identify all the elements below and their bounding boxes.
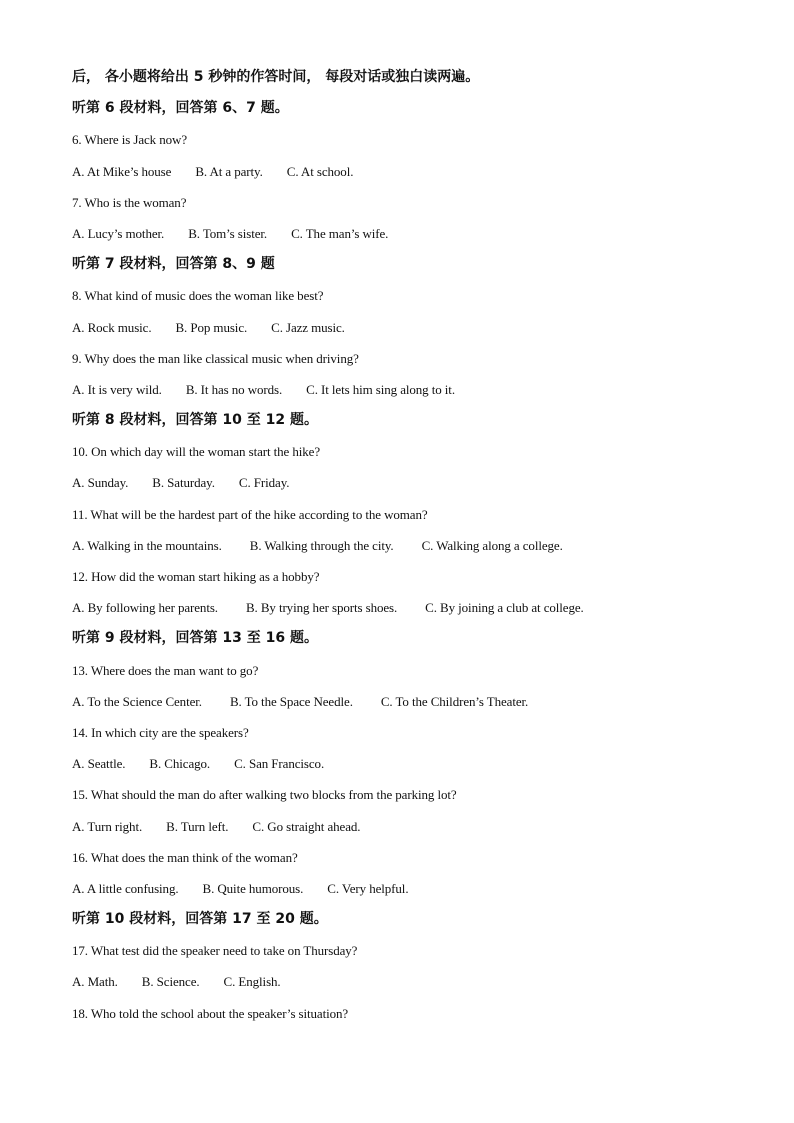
answer-option: B. By trying her sports shoes. (245, 600, 398, 616)
answer-options (72, 966, 772, 997)
answer-option: A. Sunday. (72, 475, 129, 491)
answer-options (72, 374, 772, 405)
answer-option: A. Turn right. (72, 818, 143, 834)
question-text: 14. In which city are the speakers? (72, 724, 249, 740)
answer-option: A. Walking in the mountains. (72, 537, 222, 553)
answer-option: B. Quite humorous. (202, 880, 304, 896)
answer-option: A. Lucy’s mother. (72, 225, 165, 241)
answer-options (72, 218, 772, 249)
answer-options (72, 811, 772, 842)
answer-option: B. Pop music. (175, 319, 248, 335)
answer-option: C. To the Children’s Theater. (380, 693, 529, 709)
question-text: 18. Who told the school about the speaker’s situation? (72, 1005, 349, 1021)
question-text: 7. Who is the woman? (72, 194, 187, 210)
question-text: 11. What will be the hardest part of the hike according to the woman? (72, 506, 428, 522)
answer-options (72, 748, 772, 779)
answer-option: B. At a party. (195, 163, 263, 179)
answer-option: C. The man’s wife. (291, 225, 389, 241)
answer-options (72, 686, 772, 717)
answer-option: A. At Mike’s house (72, 163, 172, 179)
answer-options (72, 312, 772, 343)
section-heading: 听第 8 段材料，回答第 10 至 12 题。 (72, 412, 318, 429)
answer-option: A. It is very wild. (72, 381, 162, 397)
answer-options (72, 592, 772, 623)
question-text: 12. How did the woman start hiking as a hobby? (72, 569, 320, 584)
answer-options (72, 156, 772, 187)
answer-option: A. Rock music. (72, 319, 152, 335)
answer-option: C. Go straight ahead. (252, 818, 361, 834)
answer-option: B. Tom’s sister. (188, 225, 268, 241)
answer-option: C. Walking along a college. (421, 537, 563, 553)
section-heading: 听第 9 段材料，回答第 13 至 16 题。 (72, 630, 318, 647)
answer-options (72, 873, 772, 904)
question-text: 9. Why does the man like classical music when driving? (72, 350, 359, 366)
answer-option: C. English. (223, 974, 281, 990)
answer-option: B. Chicago. (149, 756, 211, 772)
answer-options (72, 467, 772, 498)
question-text: 15. What should the man do after walking two blocks from the parking lot? (72, 787, 457, 803)
section-heading: 听第 7 段材料，回答第 8、9 题 (72, 256, 275, 273)
section-heading: 听第 6 段材料，回答第 6、7 题。 (72, 100, 289, 117)
answer-option: C. Jazz music. (271, 319, 345, 335)
answer-option: C. By joining a club at college. (425, 600, 584, 616)
question-text: 8. What kind of music does the woman like best? (72, 288, 324, 304)
answer-option: C. Very helpful. (327, 880, 409, 896)
answer-option: C. At school. (286, 163, 354, 179)
answer-option: B. Turn left. (166, 818, 229, 834)
question-text: 6. Where is Jack now? (72, 132, 187, 148)
answer-option: C. San Francisco. (234, 756, 325, 772)
exam-page (72, 62, 772, 1029)
answer-option: A. Seattle. (72, 756, 126, 772)
answer-option: B. Walking through the city. (249, 537, 394, 553)
answer-options (72, 530, 772, 561)
question-text: 10. On which day will the woman start the hike? (72, 444, 321, 460)
section-heading: 听第 10 段材料，回答第 17 至 20 题。 (72, 911, 328, 928)
answer-option: A. By following her parents. (72, 600, 218, 616)
answer-option: A. To the Science Center. (72, 693, 202, 709)
question-text: 17. What test did the speaker need to take on Thursday? (72, 943, 358, 959)
answer-option: B. It has no words. (185, 381, 283, 397)
answer-option: A. A little confusing. (72, 880, 179, 896)
question-text: 13. Where does the man want to go? (72, 662, 259, 678)
answer-option: B. Saturday. (152, 475, 215, 491)
section-heading: 后， 各小题将给出 5 秒钟的作答时间， 每段对话或独白读两遍。 (72, 69, 480, 85)
answer-option: C. It lets him sing along to it. (306, 381, 455, 397)
answer-option: B. Science. (141, 974, 200, 990)
question-text: 16. What does the man think of the woman? (72, 849, 298, 865)
answer-option: C. Friday. (238, 475, 290, 491)
answer-option: A. Math. (72, 974, 118, 990)
answer-option: B. To the Space Needle. (229, 693, 353, 709)
